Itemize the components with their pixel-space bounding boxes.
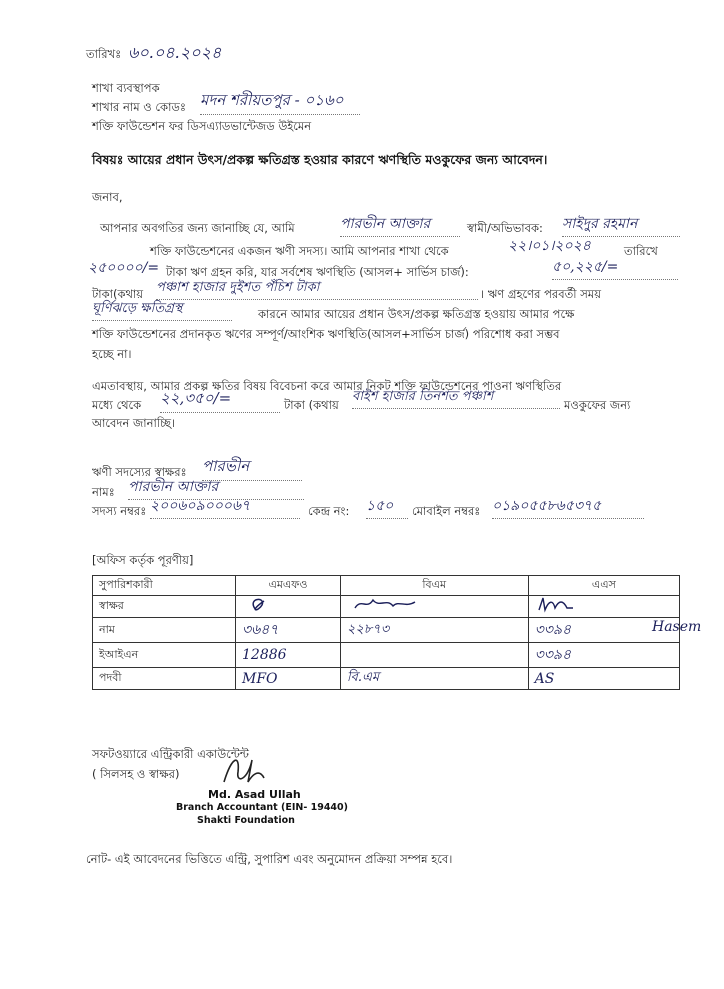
as-title: AS	[528, 668, 679, 690]
col-header-bm: বিএম	[340, 576, 528, 596]
taka-words-label: টাকা(কথায়	[92, 287, 144, 301]
borrower-name: পারভীন আক্তার	[340, 212, 460, 237]
as-ein: ৩৩৯৪	[528, 643, 679, 668]
org-line: শক্তি ফাউন্ডেশন ফর ডিসএ্যাডভান্টেজড উইমেন	[92, 119, 312, 133]
mfo-title: MFO	[236, 668, 341, 690]
branch-label: শাখার নাম ও কোডঃ	[92, 100, 187, 114]
accountant-line2: ( সিলসহ ও স্বাক্ষর)	[92, 767, 180, 781]
table-row	[93, 596, 680, 618]
p2-end: আবেদন জানাচ্ছি।	[92, 416, 176, 430]
seal-name: Md. Asad Ullah	[208, 788, 301, 801]
accountant-line1: সফটওয়্যারে এন্ট্রিকারী একাউন্টেন্ট	[92, 747, 249, 761]
centre-label: কেন্দ্র নং:	[308, 504, 350, 518]
mfo-signature-mark	[242, 596, 282, 614]
p1-cont: কারনে আমার আয়ের প্রধান উৎস/প্রকল্প ক্ষতিগ্রস্ত হওয়ায় আমার পক্ষে	[258, 307, 575, 321]
taka-words: পঞ্চাশ হাজার দুইশত পঁচিশ টাকা	[156, 278, 478, 300]
date-suffix: তারিখে	[624, 244, 658, 258]
table-row	[93, 576, 680, 596]
as-name: ৩৩৯৪	[528, 618, 679, 643]
guardian-name: সাইদুর রহমান	[562, 212, 680, 237]
p1-line6: হচ্ছে না।	[92, 347, 132, 361]
member-signature: পারভীন	[202, 455, 302, 481]
bm-ein	[340, 643, 528, 668]
balance-amount: ৫০,২২৫/=	[552, 255, 678, 280]
row-label: নাম	[93, 618, 236, 643]
member-no: ২০০৬০৯০০০৬৭	[150, 494, 300, 519]
row-label: সুপারিশকারী	[93, 576, 236, 596]
p2-line1: এমতাবস্থায়, আমার প্রকল্প ক্ষতির বিষয় বিবেচনা করে আমার নিকট শক্তি ফাউন্ডেশনের পাওনা ঋণস্থিতির	[92, 379, 562, 393]
table-row	[93, 643, 680, 668]
seal-org: Shakti Foundation	[197, 815, 295, 826]
sign-label: ঋণী সদস্যের স্বাক্ষরঃ	[92, 465, 187, 479]
branch-value: মদন শরীয়তপুর - ০১৬০	[200, 89, 360, 115]
bm-signature-mark	[347, 596, 437, 614]
name-label: নামঃ	[92, 485, 115, 499]
col-header-mfo: এমএফও	[236, 576, 341, 596]
row-label: স্বাক্ষর	[93, 596, 236, 618]
mfo-name: ৩৬৪৭	[236, 618, 341, 643]
p1-member: শক্তি ফাউন্ডেশনের একজন ঋণী সদস্য। আমি আপনার শাখা থেকে	[150, 244, 449, 258]
margin-signature: Hasem	[652, 619, 702, 635]
salutation: জনাব,	[92, 190, 123, 204]
bm-title: বি.এম	[340, 668, 528, 690]
accountant-signature	[218, 752, 268, 788]
p2-from: মধ্যে থেকে	[92, 398, 142, 412]
mobile-label: মোবাইল নম্বরঃ	[412, 504, 481, 518]
loan-amount: ২৫০০০০/=	[88, 260, 160, 276]
approval-table	[92, 575, 680, 690]
p2-waive: মওকুফের জন্য	[564, 398, 631, 412]
centre-no: ১৫০	[366, 494, 408, 519]
loan-date: ২২।০১।২০২৪	[508, 238, 591, 254]
p2-taka: টাকা (কথায়	[284, 398, 339, 412]
as-signature-mark	[535, 596, 605, 614]
waive-amount: ২২,৩৫০/=	[160, 387, 280, 413]
mfo-signature	[236, 596, 341, 618]
as-signature	[528, 596, 679, 618]
p1-taka: টাকা ঋণ গ্রহন করি, যার সর্বশেষ ঋণস্থিতি (আসল+ সার্ভিস চার্জ):	[166, 265, 469, 279]
after-loan: । ঋণ গ্রহণের পরবর্তী সময়	[480, 287, 601, 301]
member-name: পারভীন আক্তার	[128, 475, 304, 500]
member-no-label: সদস্য নম্বরঃ	[92, 504, 147, 518]
table-row	[93, 618, 680, 643]
mfo-ein: 12886	[236, 643, 341, 668]
row-label: ইআইএন	[93, 643, 236, 668]
col-header-as: এএস	[528, 576, 679, 596]
p1-line5: শক্তি ফাউন্ডেশনের প্রদানকৃত ঋণের সম্পূর্ণ/আংশিক ঋণস্থিতি(আসল+সার্ভিস চার্জ) পরিশোধ করা সম্ভব	[92, 327, 560, 341]
office-caption: [অফিস কর্তৃক পূরণীয়]	[92, 553, 194, 567]
damage-reason: ঘূর্ণিঝড়ে ক্ষতিগ্রস্থ	[92, 299, 232, 321]
guardian-label: স্বামী/অভিভাবক:	[467, 221, 543, 235]
bm-name: ২২৮৭৩	[340, 618, 528, 643]
waive-words: বাইশ হাজার তিনশত পঞ্চাশ	[352, 387, 560, 409]
p1-intro: আপনার অবগতির জন্য জানাচ্ছি যে, আমি	[100, 221, 295, 235]
mobile-no: ০১৯০৫৫৮৬৫৩৭৫	[492, 494, 644, 519]
date-value: ৬০.০৪.২০২৪	[128, 43, 222, 62]
footer-note: নোট- এই আবেদনের ভিত্তিতে এন্ট্রি, সুপারিশ এবং অনুমোদন প্রক্রিয়া সম্পন্ন হবে।	[86, 852, 453, 866]
seal-title: Branch Accountant (EIN- 19440)	[176, 802, 348, 813]
subject-line: বিষয়ঃ আয়ের প্রধান উৎস/প্রকল্প ক্ষতিগ্রস্ত হওয়ার কারণে ঋণস্থিতি মওকুফের জন্য আবেদন।	[92, 152, 548, 167]
manager-label: শাখা ব্যবস্থাপক	[92, 81, 160, 95]
date-label: তারিখঃ	[86, 47, 122, 61]
row-label: পদবী	[93, 668, 236, 690]
bm-signature	[340, 596, 528, 618]
table-row	[93, 668, 680, 690]
